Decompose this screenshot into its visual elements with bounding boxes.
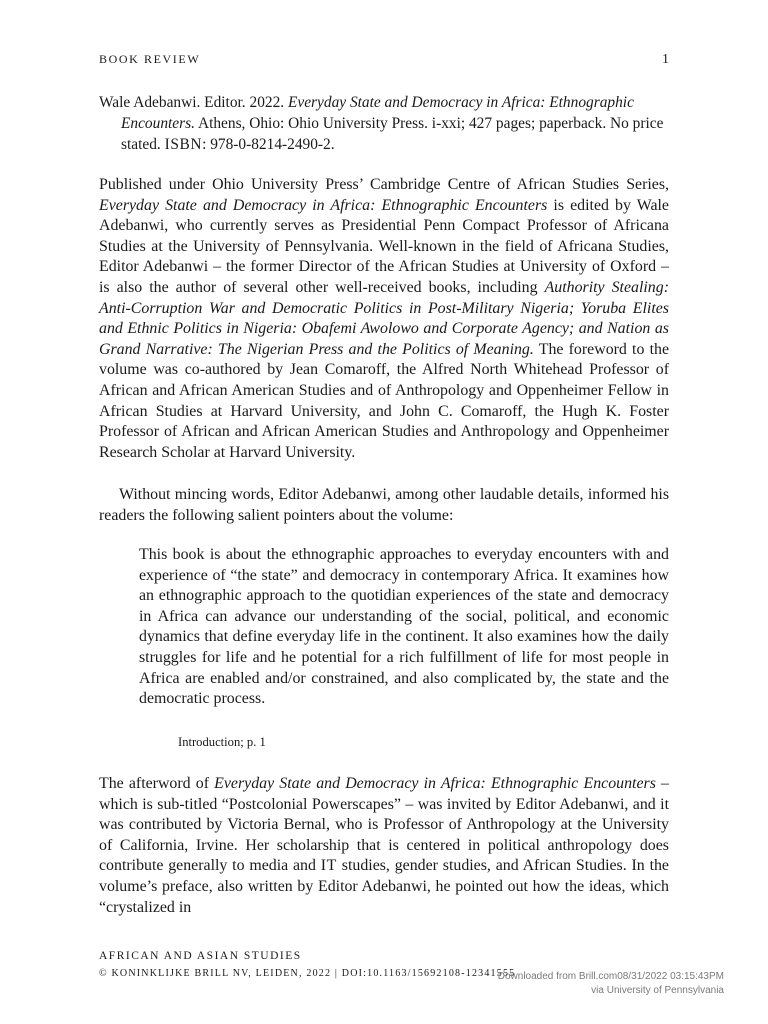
- para3-italic-1: Everyday State and Democracy in Africa: Ethnographic Encounters: [214, 775, 656, 792]
- para1-text-2: is edited by Wale Adebanwi, who currently serves as Presidential Penn Compact Professor of Africana Studies at the University of Pennsylvania. Well-known in the field of Africana Studies, Editor Adebanwi – the former Director of the African Studies at University of Oxford – is also the author of several other well-received books, including: [99, 196, 669, 296]
- para1-text-1: Published under Ohio University Press’ Cambridge Centre of African Studies Series,: [99, 176, 669, 193]
- page-number: 1: [662, 52, 669, 67]
- citation-title: Everyday State and Democracy in Africa: Ethnographic Encounters.: [121, 94, 634, 132]
- para3-text-2: – which is sub-titled “Postcolonial Powerscapes” – was invited by Editor Adebanwi, and it was contributed by Victoria Bernal, who is Professor of Anthropology at the University of California, Irvine. Her scholarship that is centered in political anthropology does contribute generally to media and: [99, 775, 669, 875]
- citation-author: Wale Adebanwi. Editor.: [99, 94, 250, 111]
- block-quote: This book is about the ethnographic approaches to everyday encounters with and experience of “the state” and democracy in contemporary Africa. It examines how an ethnographic approach to the quotidian experiences of the state and democracy in Africa can advance our understanding of the social, political, and economic dynamics that define everyday life in the continent. It also examines how the daily struggles for life and he potential for a rich fulfillment of life for most people in Africa are enabled and/or constrained, and also complicated by, the state and the democratic process.: [139, 546, 669, 708]
- quote-attribution: Introduction; p. 1: [178, 735, 266, 749]
- download-watermark: [498, 970, 724, 998]
- paragraph-3: [99, 774, 669, 918]
- para1-italic-1: Everyday State and Democracy in Africa: Ethnographic Encounters: [99, 196, 548, 214]
- section-title: BOOK REVIEW: [99, 52, 201, 66]
- copyright-doi: © KONINKLIJKE BRILL NV, LEIDEN, 2022 | DOI:10.1163/15692108-12341555: [99, 968, 516, 979]
- running-header: [99, 52, 669, 67]
- citation-publisher: Athens, Ohio: Ohio University Press. i-xxi; 427 pages; paperback. No price stated.: [121, 115, 664, 153]
- citation-isbn-label: ISBN: [164, 136, 203, 153]
- para3-smallcaps: IT: [320, 857, 337, 875]
- para1-italic-2: Authority Stealing: Anti-Corruption War and Democratic Politics in Post-Military Nigeria; Yoruba Elites and Ethnic Politics in Nigeria: Obafemi Awolowo and Corporate Agency; and Nation as Grand Narrative: The Nigerian Press and the Politics of Meaning.: [99, 278, 669, 358]
- paragraph-1: [99, 175, 669, 463]
- journal-name: AFRICAN AND ASIAN STUDIES: [99, 950, 302, 962]
- book-citation: [99, 92, 691, 155]
- para1-text-3: The foreword to the volume was co-authored by Jean Comaroff, the Alfred North Whitehead Professor of African and African American Studies and of Anthropology and Oppenheimer Fellow in African Studies at Harvard University, and John C. Comaroff, the Hugh K. Foster Professor of African and African American Studies and Anthropology and Oppenheimer Research Scholar at Harvard University.: [99, 340, 669, 461]
- download-line-2: via University of Pennsylvania: [591, 985, 724, 996]
- citation-isbn: : 978-0-8214-2490-2.: [202, 136, 335, 153]
- para3-text-3: studies, gender studies, and African Studies. In the volume’s preface, also written by Editor Adebanwi, he pointed out how the ideas, which “crystalized in: [99, 857, 669, 916]
- citation-year: 2022.: [249, 94, 288, 111]
- download-line-1: Downloaded from Brill.com08/31/2022 03:15:43PM: [497, 971, 724, 982]
- para2-text: Without mincing words, Editor Adebanwi, among other laudable details, informed his readers the following salient pointers about the volume:: [99, 486, 669, 524]
- paragraph-2: [99, 485, 669, 526]
- para3-text-1: The afterword of: [99, 775, 215, 792]
